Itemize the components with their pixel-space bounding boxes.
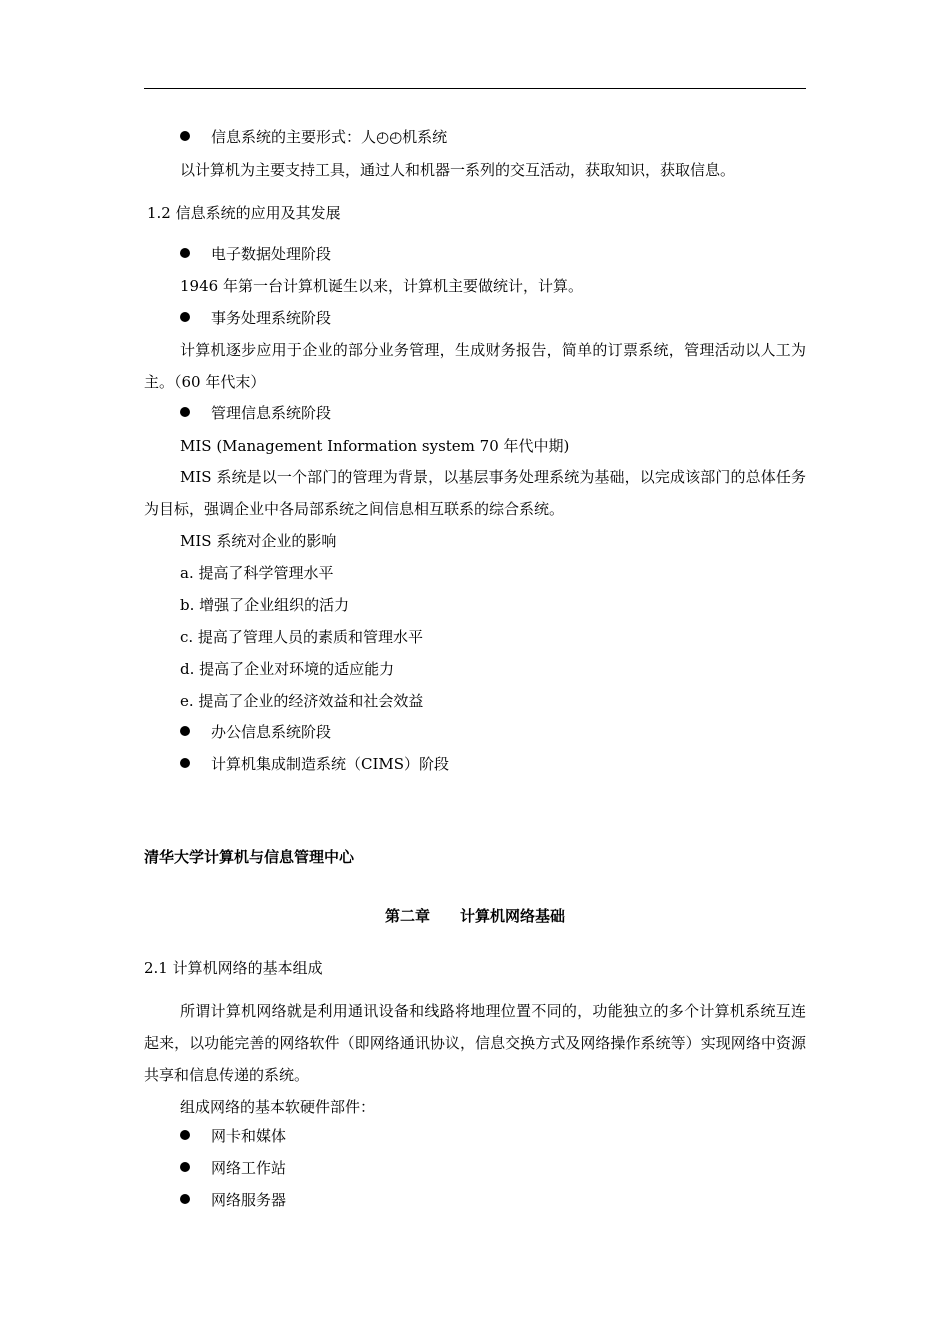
bullet-icon (180, 131, 190, 141)
bullet-icon (180, 248, 190, 258)
impact-item: e. 提高了企业的经济效益和社会效益 (180, 692, 424, 710)
bullet-item-component (180, 1190, 286, 1210)
impact-item: b. 增强了企业组织的活力 (180, 596, 350, 614)
bullet-icon (180, 1194, 190, 1204)
bullet-label: 网络服务器 (211, 1191, 287, 1209)
bullet-label: 办公信息系统阶段 (211, 723, 332, 741)
components-intro: 组成网络的基本软硬件部件： (180, 1098, 376, 1116)
bullet-icon (180, 407, 190, 417)
impact-item: a. 提高了科学管理水平 (180, 564, 334, 582)
tps-description: 计算机逐步应用于企业的部分业务管理，生成财务报告，简单的订票系统，管理活动以人工为主。（60 年代末） (144, 341, 806, 391)
bullet-label: 管理信息系统阶段 (211, 404, 332, 422)
bullet-icon (180, 1162, 190, 1172)
bullet-item-mis (180, 403, 331, 423)
mis-fullname: MIS (Management Information system 70 年代中期) (180, 437, 570, 455)
chapter-title: 第二章 计算机网络基础 (384, 907, 565, 925)
bullet-item-component (180, 1158, 286, 1178)
bullet-item-oa (180, 722, 331, 742)
bullet-label: 电子数据处理阶段 (211, 245, 332, 263)
bullet-item-edp (180, 244, 331, 264)
main-form-description: 以计算机为主要支持工具，通过人和机器一系列的交互活动，获取知识，获取信息。 (180, 161, 736, 179)
bullet-label: 信息系统的主要形式：人◴◴机系统 (211, 128, 448, 146)
bullet-item-main-form (180, 127, 447, 147)
bullet-icon (180, 758, 190, 768)
bullet-label: 网络工作站 (211, 1159, 287, 1177)
bullet-label: 事务处理系统阶段 (211, 309, 332, 327)
bullet-item-tps (180, 308, 331, 328)
bullet-icon (180, 1130, 190, 1140)
bullet-icon (180, 726, 190, 736)
header-rule (144, 88, 806, 89)
impact-item: d. 提高了企业对环境的适应能力 (180, 660, 395, 678)
edp-description: 1946 年第一台计算机诞生以来，计算机主要做统计，计算。 (180, 277, 583, 295)
impact-item: c. 提高了管理人员的素质和管理水平 (180, 628, 423, 646)
section-heading-2-1: 2.1 计算机网络的基本组成 (144, 959, 323, 977)
mis-description: MIS 系统是以一个部门的管理为背景，以基层事务处理系统为基础，以完成该部门的总体任务为目标，强调企业中各局部系统之间信息相互联系的综合系统。 (144, 468, 806, 518)
bullet-item-component (180, 1126, 286, 1146)
bullet-item-cims (180, 754, 449, 774)
organization-name: 清华大学计算机与信息管理中心 (144, 848, 355, 866)
bullet-label: 网卡和媒体 (211, 1127, 287, 1145)
bullet-icon (180, 312, 190, 322)
mis-impact-heading: MIS 系统对企业的影响 (180, 532, 337, 550)
bullet-label: 计算机集成制造系统（CIMS）阶段 (211, 755, 450, 773)
section-heading-1-2: 1.2 信息系统的应用及其发展 (147, 204, 341, 222)
network-definition: 所谓计算机网络就是利用通讯设备和线路将地理位置不同的，功能独立的多个计算机系统互连起来，以功能完善的网络软件（即网络通讯协议，信息交换方式及网络操作系统等）实现网络中资源共享和信息传递的系统。 (144, 1002, 806, 1084)
